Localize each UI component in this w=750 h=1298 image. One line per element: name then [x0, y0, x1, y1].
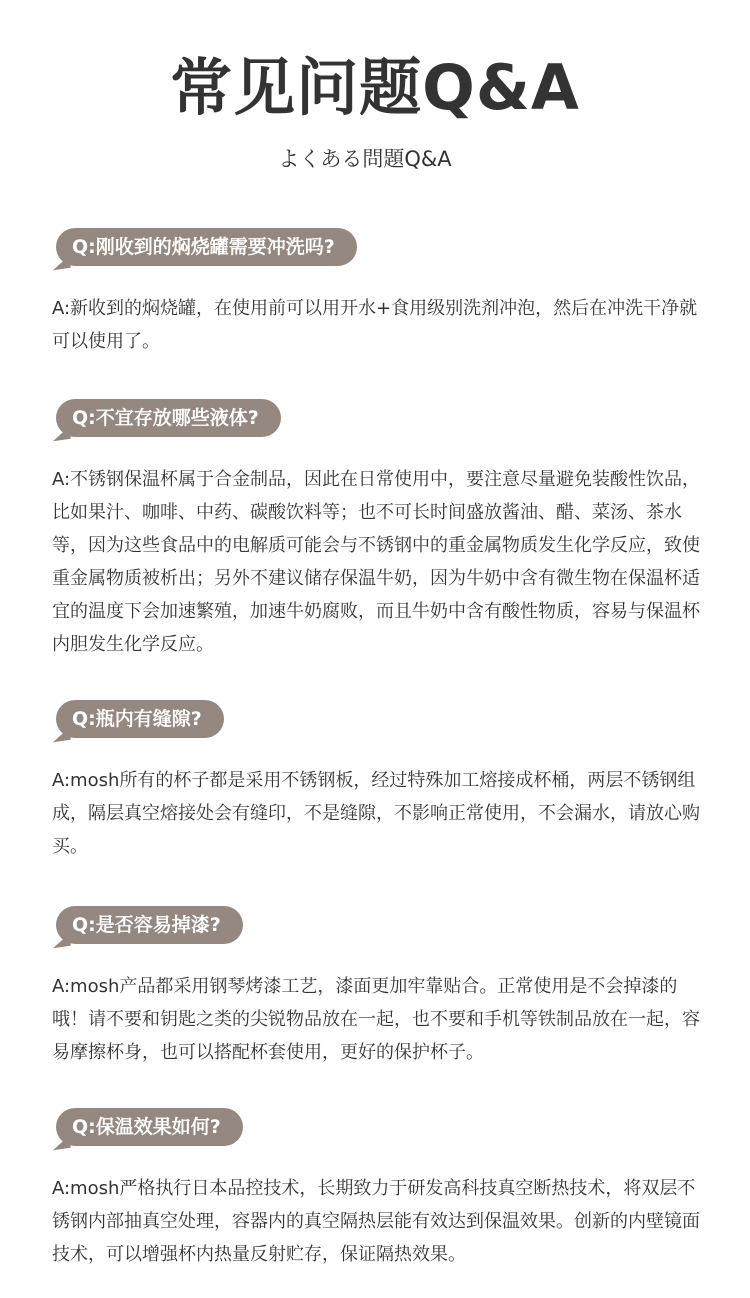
bubble-tail	[51, 1136, 70, 1150]
question-bubble	[56, 906, 243, 944]
question-text: Q:是否容易掉漆?	[72, 914, 221, 936]
question-bubble	[56, 228, 357, 266]
bubble-tail	[51, 934, 70, 948]
answer-text: A:mosh严格执行日本品控技术，长期致力于研发高科技真空断热技术，将双层不锈钢内部抽真空处理，容器内的真空隔热层能有效达到保温效果。创新的内壁镜面技术，可以增强杯内热量反射贮存，保证隔热效果。	[52, 1178, 700, 1265]
answer-text: A:新收到的焖烧罐，在使用前可以用开水+食用级别洗剂冲泡，然后在冲洗干净就可以使用了。	[52, 298, 698, 352]
bubble-tail	[51, 427, 70, 441]
qa-item	[52, 228, 712, 358]
question-bubble	[56, 700, 224, 738]
question-text: Q:刚收到的焖烧罐需要冲洗吗?	[72, 236, 335, 258]
question-text: Q:不宜存放哪些液体?	[72, 407, 259, 429]
question-text: Q:保温效果如何?	[72, 1116, 221, 1138]
answer-text: A:mosh所有的杯子都是采用不锈钢板，经过特殊加工熔接成杯桶，两层不锈钢组成，隔层真空熔接处会有缝印，不是缝隙，不影响正常使用，不会漏水，请放心购买。	[52, 770, 700, 857]
page-subtitle: よくある問題Q&A	[278, 147, 452, 171]
question-text: Q:瓶内有缝隙?	[72, 708, 202, 730]
qa-item	[52, 700, 712, 863]
qa-item	[52, 399, 712, 661]
answer-text: A:mosh产品都采用钢琴烤漆工艺，漆面更加牢靠贴合。正常使用是不会掉漆的哦！请不要和钥匙之类的尖锐物品放在一起，也不要和手机等铁制品放在一起，容易摩擦杯身，也可以搭配杯套使用，更好的保护杯子。	[52, 976, 700, 1063]
qa-item	[52, 1108, 712, 1271]
question-bubble	[56, 1108, 243, 1146]
bubble-tail	[51, 728, 70, 742]
page-title: 常见问题Q&A	[170, 51, 580, 124]
answer-text: A:不锈钢保温杯属于合金制品，因此在日常使用中，要注意尽量避免装酸性饮品，比如果汁、咖啡、中药、碳酸饮料等；也不可长时间盛放酱油、醋、菜汤、茶水等，因为这些食品中的电解质可能会与不锈钢中的重金属物质发生化学反应，致使重金属物质被析出；另外不建议储存保温牛奶，因为牛奶中含有微生物在保温杯适宜的温度下会加速繁殖，加速牛奶腐败，而且牛奶中含有酸性物质，容易与保温杯内胆发生化学反应。	[52, 469, 701, 655]
qa-item	[52, 906, 712, 1069]
bubble-tail	[51, 256, 70, 270]
question-bubble	[56, 399, 281, 437]
